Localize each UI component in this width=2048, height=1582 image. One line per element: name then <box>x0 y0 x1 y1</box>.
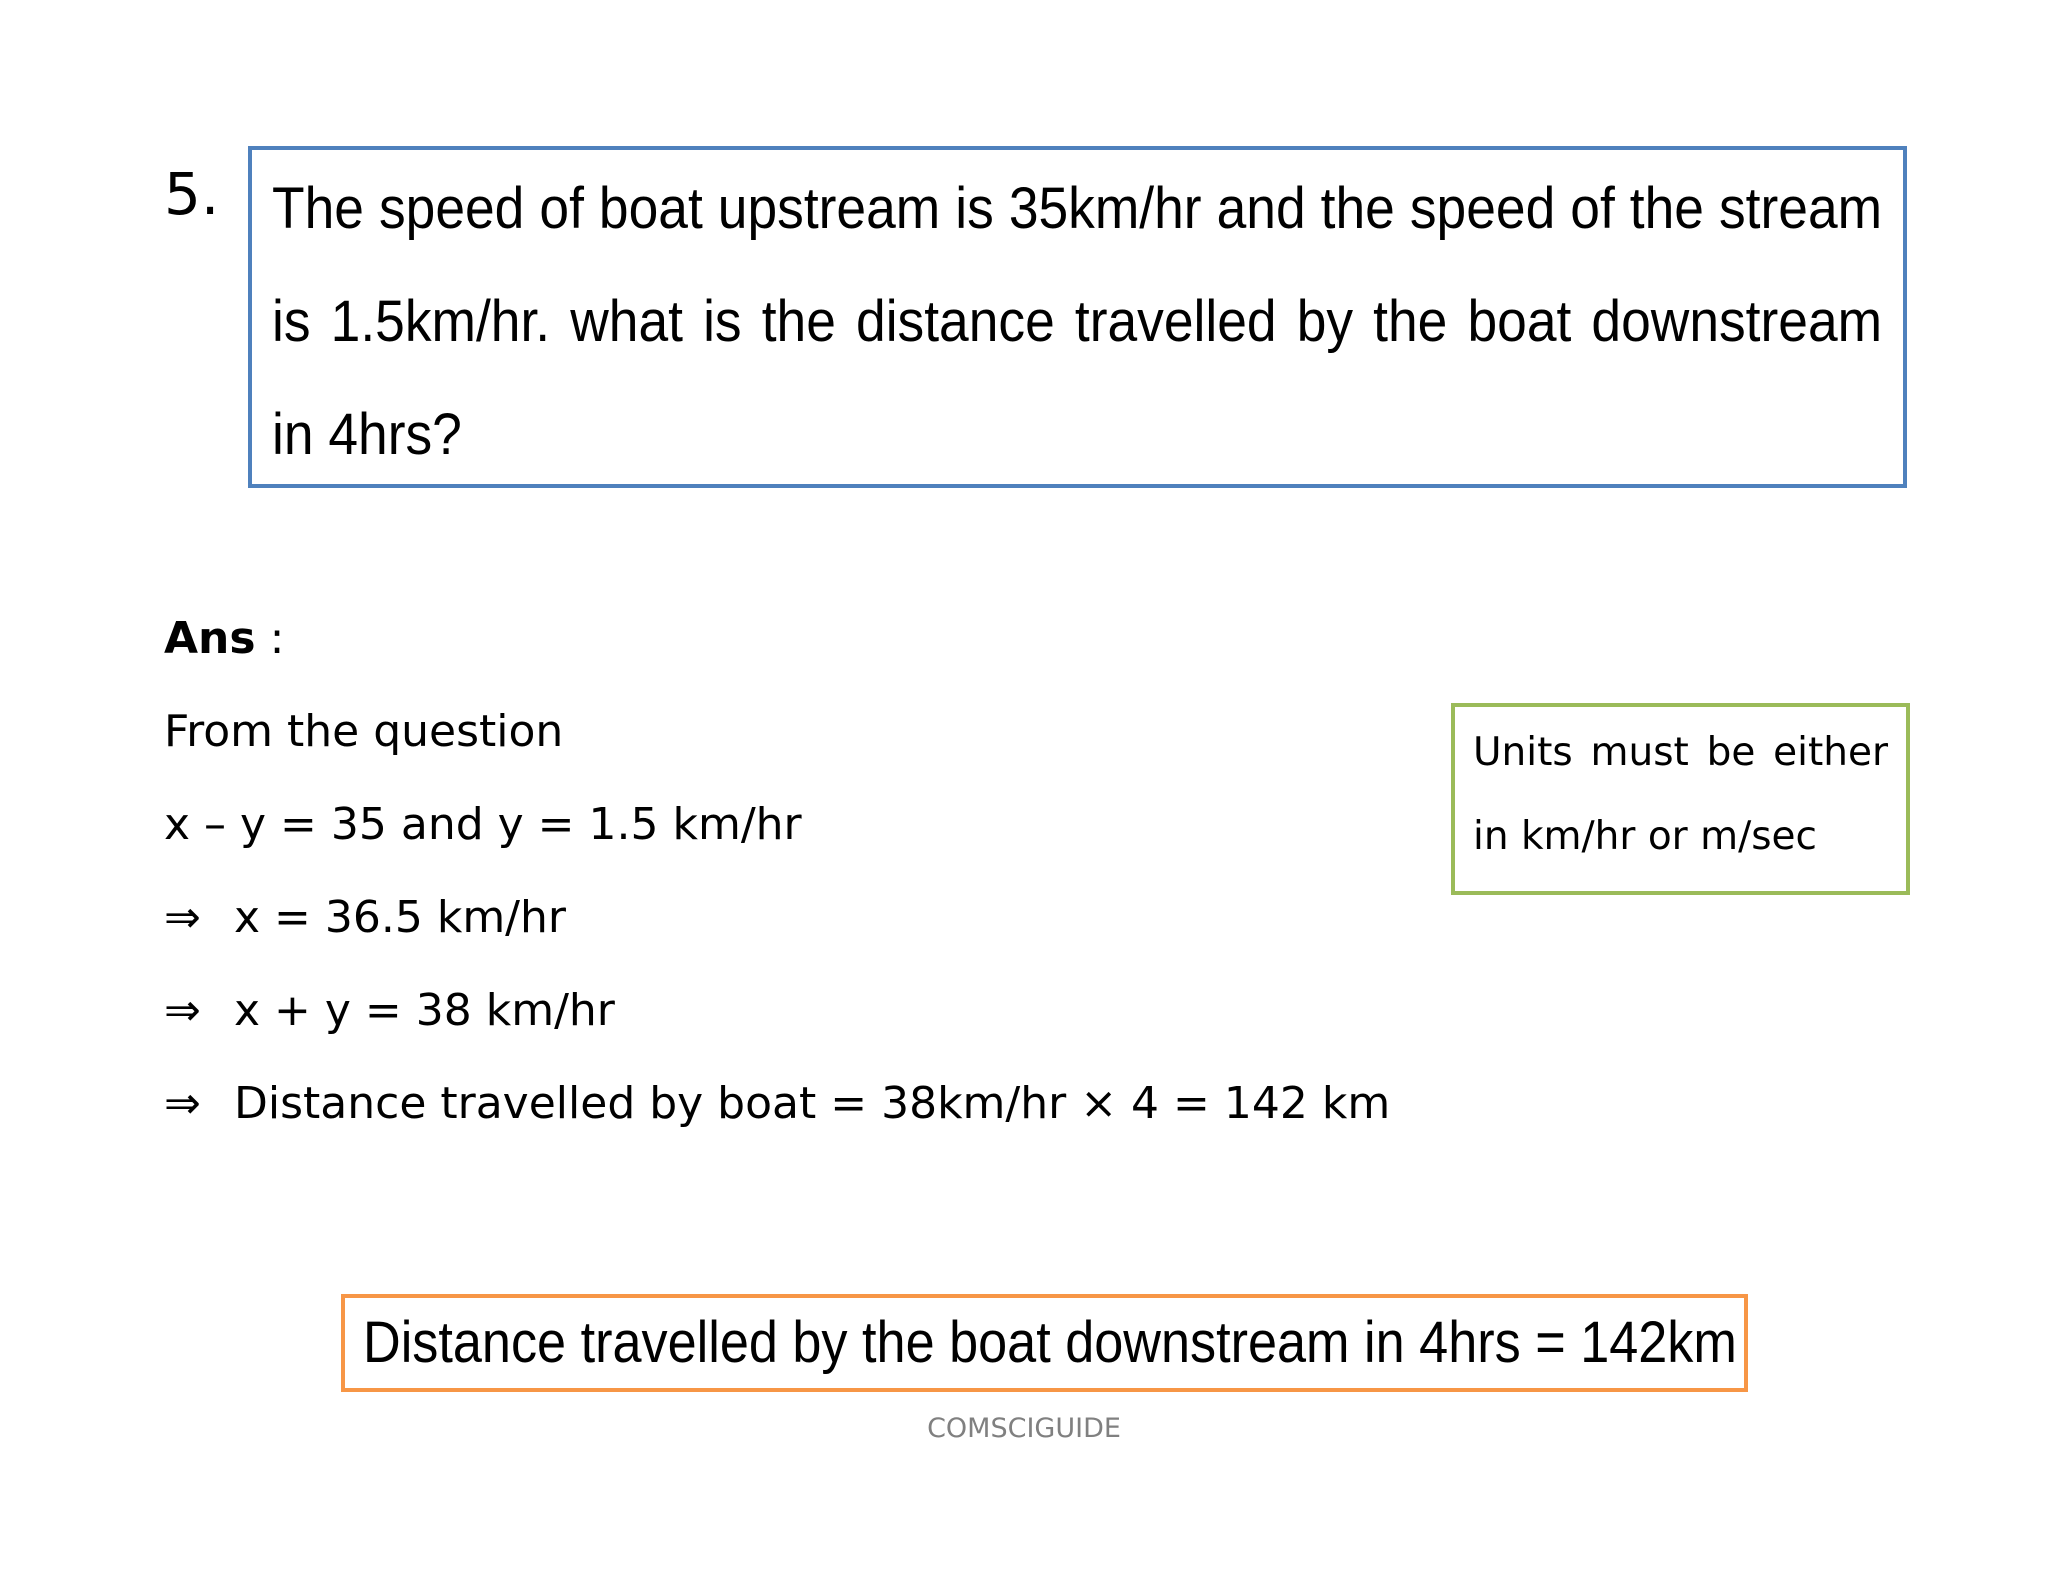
answer-line-1: From the question <box>164 706 564 757</box>
implies-icon: ⇒ <box>164 892 201 943</box>
answer-line-4-text: x + y = 38 km/hr <box>234 985 615 1036</box>
answer-line-3 <box>164 892 566 943</box>
answer-label: Ans <box>164 613 256 664</box>
footer-watermark: COMSCIGUIDE <box>927 1413 1121 1444</box>
implies-icon: ⇒ <box>164 985 201 1036</box>
question-number: 5. <box>164 160 220 228</box>
units-note-box <box>1451 703 1910 895</box>
units-note-text: Units must be either in km/hr or m/sec <box>1473 730 1888 859</box>
answer-heading <box>164 613 285 664</box>
implies-icon: ⇒ <box>164 1078 201 1129</box>
answer-label-colon: : <box>255 613 285 664</box>
answer-line-2: x – y = 35 and y = 1.5 km/hr <box>164 799 802 850</box>
question-box <box>248 146 1907 488</box>
answer-line-4 <box>164 985 615 1036</box>
question-text: The speed of boat upstream is 35km/hr and the speed of the stream is 1.5km/hr. what is the distance travelled by the boat downstream in 4hrs? <box>272 176 1883 467</box>
answer-line-5-text: Distance travelled by boat = 38km/hr × 4 = 142 km <box>234 1078 1391 1129</box>
result-text: Distance travelled by the boat downstream in 4hrs = 142km <box>363 1310 1737 1375</box>
answer-line-3-text: x = 36.5 km/hr <box>234 892 566 943</box>
result-box <box>341 1294 1748 1392</box>
answer-line-5 <box>164 1078 1391 1129</box>
